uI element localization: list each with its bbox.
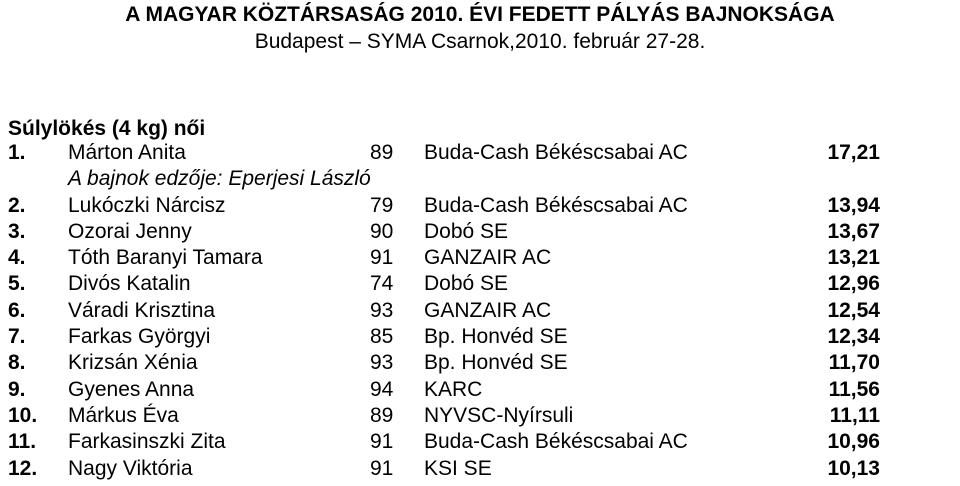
athlete-name: Tóth Baranyi Tamara <box>68 246 263 270</box>
result-rank: 6. <box>8 298 26 322</box>
result-row <box>8 271 960 297</box>
result-mark: 17,21 <box>827 141 880 164</box>
club-name: GANZAIR AC <box>424 246 552 270</box>
athlete-name: Krizsán Xénia <box>68 351 198 375</box>
club-name: KSI SE <box>424 456 492 480</box>
birth-year: 94 <box>370 377 394 401</box>
athlete-name: Váradi Krisztina <box>68 298 216 322</box>
birth-year: 93 <box>370 298 394 322</box>
result-rank: 4. <box>8 246 26 270</box>
birth-year: 89 <box>370 141 394 164</box>
result-row <box>8 429 960 455</box>
club-name: KARC <box>424 377 483 401</box>
athlete-name: Márkus Éva <box>68 403 179 427</box>
results-list <box>8 140 960 482</box>
result-rank: 12. <box>8 456 38 480</box>
birth-year: 91 <box>370 430 394 454</box>
athlete-name: Nagy Viktória <box>68 456 193 480</box>
result-mark: 12,96 <box>827 272 880 296</box>
result-mark: 13,94 <box>827 193 880 217</box>
result-rank: 10. <box>8 403 38 427</box>
birth-year: 85 <box>370 325 394 349</box>
result-mark: 10,96 <box>827 430 880 454</box>
birth-year: 74 <box>370 272 394 296</box>
result-mark: 11,11 <box>829 403 880 427</box>
result-mark: 12,54 <box>827 298 880 322</box>
coach-note: A bajnok edzője: Eperjesi László <box>68 167 371 191</box>
venue-date-subtitle: Budapest – SYMA Csarnok,2010. február 27-28. <box>254 30 706 53</box>
athlete-name: Ozorai Jenny <box>68 219 192 243</box>
result-rank: 1. <box>8 141 26 164</box>
result-row <box>8 350 960 376</box>
birth-year: 91 <box>370 456 394 480</box>
club-name: Dobó SE <box>424 219 509 243</box>
birth-year: 89 <box>370 403 394 427</box>
birth-year: 93 <box>370 351 394 375</box>
club-name: Buda-Cash Békéscsabai AC <box>424 193 688 217</box>
coach-note-row <box>8 166 960 192</box>
athlete-name: Gyenes Anna <box>68 377 195 401</box>
result-rank: 3. <box>8 219 26 243</box>
result-mark: 12,34 <box>827 325 880 349</box>
result-rank: 5. <box>8 272 26 296</box>
result-row <box>8 377 960 403</box>
result-row <box>8 456 960 482</box>
result-row <box>8 324 960 350</box>
result-row <box>8 298 960 324</box>
athlete-name: Divós Katalin <box>68 272 191 296</box>
result-mark: 13,21 <box>827 246 880 270</box>
result-rank: 9. <box>8 377 26 401</box>
result-row <box>8 245 960 271</box>
result-mark: 10,13 <box>827 456 880 480</box>
birth-year: 79 <box>370 193 394 217</box>
result-rank: 11. <box>8 430 37 454</box>
club-name: Dobó SE <box>424 272 509 296</box>
result-rank: 7. <box>8 325 26 349</box>
athlete-name: Farkasinszki Zita <box>68 430 226 454</box>
club-name: GANZAIR AC <box>424 298 552 322</box>
club-name: Buda-Cash Békéscsabai AC <box>424 141 688 164</box>
result-row <box>8 140 960 166</box>
athlete-name: Lukóczki Nárcisz <box>68 193 226 217</box>
club-name: NYVSC-Nyírsuli <box>424 403 574 427</box>
result-mark: 13,67 <box>827 219 880 243</box>
birth-year: 91 <box>370 246 394 270</box>
result-row <box>8 219 960 245</box>
result-rank: 2. <box>8 193 26 217</box>
championship-title: A MAGYAR KÖZTÁRSASÁG 2010. ÉVI FEDETT PÁLYÁS BAJNOKSÁGA <box>125 3 835 26</box>
athlete-name: Farkas Györgyi <box>68 325 211 349</box>
birth-year: 90 <box>370 219 394 243</box>
result-row <box>8 193 960 219</box>
club-name: Buda-Cash Békéscsabai AC <box>424 430 688 454</box>
club-name: Bp. Honvéd SE <box>424 351 568 375</box>
result-rank: 8. <box>8 351 26 375</box>
club-name: Bp. Honvéd SE <box>424 325 568 349</box>
event-title: Súlylökés (4 kg) női <box>8 117 206 140</box>
athlete-name: Márton Anita <box>68 141 186 164</box>
result-mark: 11,70 <box>828 351 880 375</box>
result-row <box>8 403 960 429</box>
result-mark: 11,56 <box>828 377 880 401</box>
